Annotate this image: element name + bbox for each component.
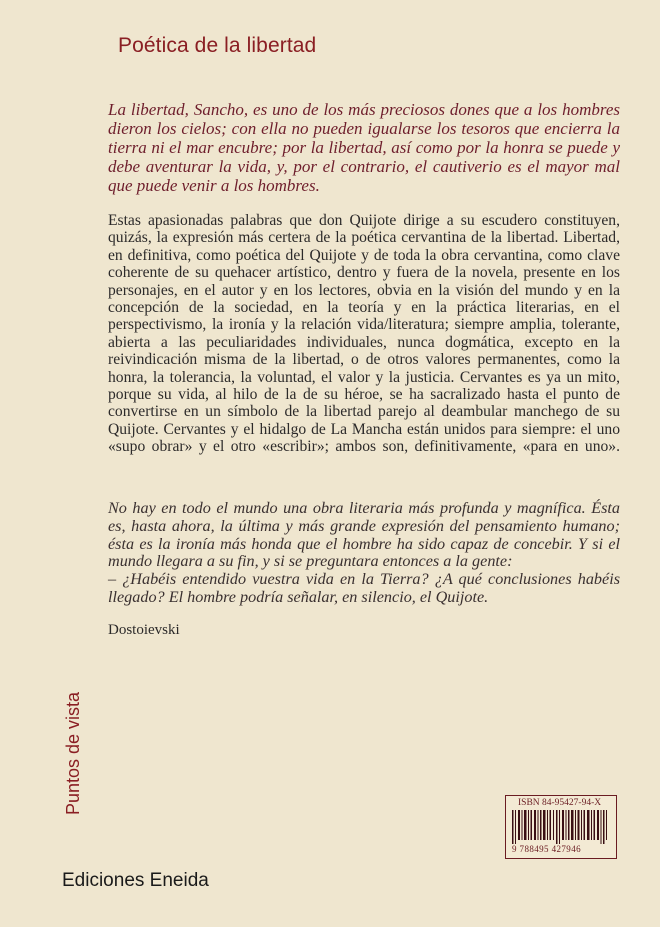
barcode-digits: 9 788495 427946 [512, 844, 581, 854]
dostoievski-quote-part-2: – ¿Habéis entendido vuestra vida en la Tierra? ¿A qué conclusiones habéis llegado? El hombre podría señalar, en silencio, el Quijote. [108, 570, 620, 606]
isbn-label: ISBN 84-95427-94-X [518, 798, 602, 808]
cover-title: Poética de la libertad [118, 34, 317, 57]
quote-author: Dostoievski [108, 622, 180, 638]
series-label: Puntos de vista [63, 691, 83, 815]
dostoievski-quote [108, 500, 620, 607]
cervantes-quote: La libertad, Sancho, es uno de los más preciosos dones que a los hombres dieron los cielos; con ella no pueden igualarse los tesoros que encierra la tierra ni el mar encubre; por la libertad, así como por la honra se puede y debe aventurar la vida, y, por el contrario, el cautiverio es el mayor mal que puede venir a los hombres. [108, 100, 620, 195]
barcode-bars-icon [512, 810, 610, 844]
isbn-barcode [505, 795, 617, 859]
synopsis-text: Estas apasionadas palabras que don Quijote dirige a su escudero constituyen, quizás, la expresión más certera de la poética cervantina de la libertad. Libertad, en definitiva, como poética del Quijote y de toda la obra cervantina, como clave coherente de su quehacer artístico, dentro y fuera de la novela, presente en los personajes, en el autor y en los lectores, obvia en la visión del mundo y en la concepción de la sociedad, en la teoría y en la práctica literarias, en el perspectivismo, la ironía y la relación vida/literatura; siempre amplia, tolerante, abierta a las peculiaridades individuales, nunca dogmática, excepto en la reivindicación misma de la libertad, o de otros valores permanentes, como la honra, la tolerancia, la voluntad, el valor y la justicia. Cervantes es ya un mito, porque su vida, al hilo de la de su héroe, se ha sacralizado hasta el punto de convertirse en un símbolo de la libertad parejo al deambular manchego de su Quijote. Cervantes y el hidalgo de La Mancha están unidos para siempre: el uno «supo obrar» y el otro «escribir»; ambos son, definitivamente, «para en uno». [108, 212, 620, 456]
dostoievski-quote-part-1: No hay en todo el mundo una obra literaria más profunda y magnífica. Ésta es, hasta ahora, la última y más grande expresión del pensamiento humano; ésta es la ironía más honda que el hombre ha sido capaz de concebir. Y si el mundo llegara a su fin, y si se preguntara entonces a la gente: [108, 499, 620, 571]
publisher-name: Ediciones Eneida [62, 870, 209, 891]
